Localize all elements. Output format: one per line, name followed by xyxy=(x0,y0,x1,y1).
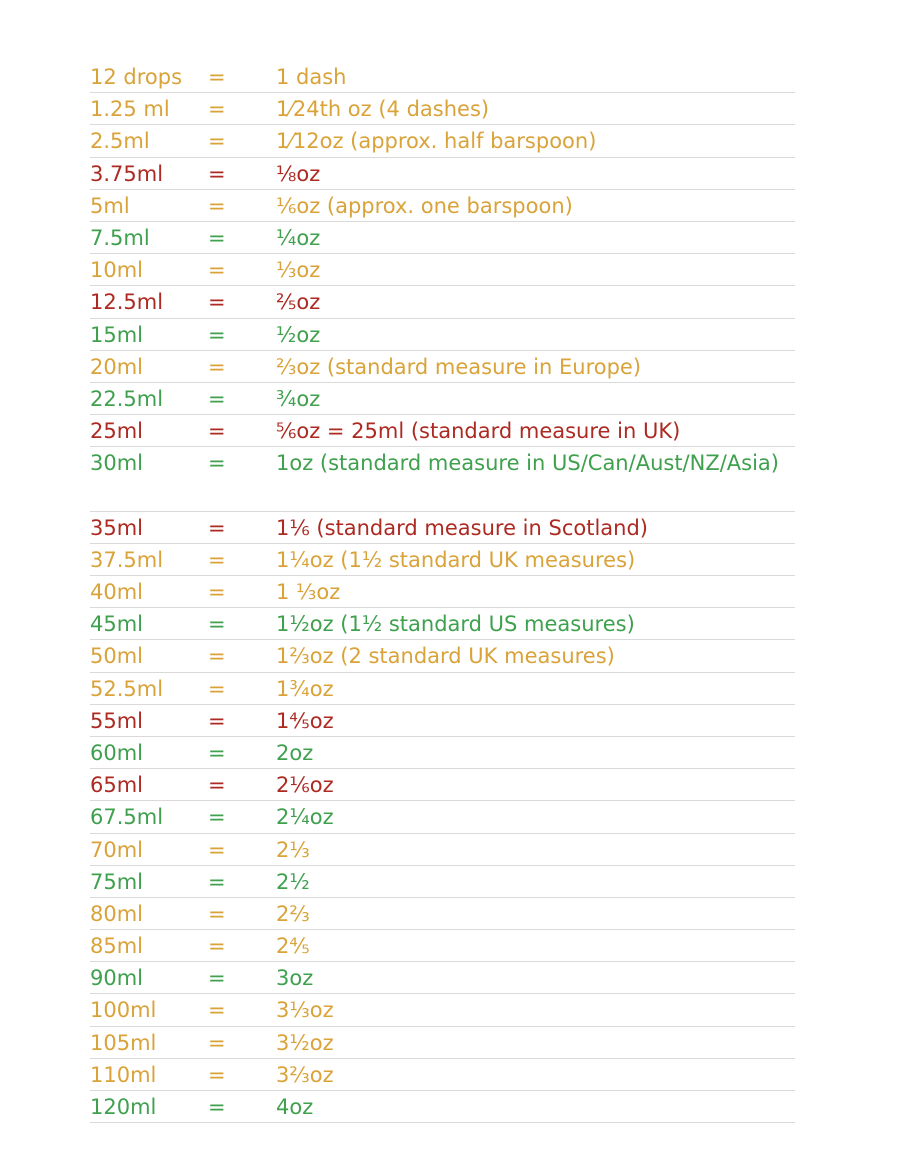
metric-value: 110ml xyxy=(90,1062,157,1087)
table-row xyxy=(90,962,795,994)
equals-sign: = xyxy=(208,161,226,186)
metric-value: 67.5ml xyxy=(90,805,164,830)
equals-sign: = xyxy=(208,451,226,476)
equals-sign: = xyxy=(208,225,226,250)
equals-sign: = xyxy=(208,419,226,444)
table-row xyxy=(90,190,795,222)
metric-value: 80ml xyxy=(90,901,144,926)
imperial-value: 3⅓oz xyxy=(276,998,334,1023)
metric-value: 85ml xyxy=(90,934,144,959)
table-row xyxy=(90,512,795,544)
imperial-value: 1⅘oz xyxy=(276,708,334,733)
table-row xyxy=(90,158,795,190)
metric-value: 22.5ml xyxy=(90,386,164,411)
equals-sign: = xyxy=(208,966,226,991)
equals-sign: = xyxy=(208,805,226,830)
metric-value: 52.5ml xyxy=(90,676,164,701)
equals-sign: = xyxy=(208,65,226,89)
metric-value: 35ml xyxy=(90,515,144,540)
imperial-value: 4oz xyxy=(276,1095,314,1120)
equals-sign: = xyxy=(208,740,226,765)
imperial-value: 1⅙ (standard measure in Scotland) xyxy=(276,515,648,540)
imperial-value: ½oz xyxy=(276,322,321,347)
metric-value: 105ml xyxy=(90,1030,157,1055)
metric-value: 75ml xyxy=(90,869,144,894)
equals-sign: = xyxy=(208,129,226,154)
imperial-value: 2⅓ xyxy=(276,837,310,862)
metric-value: 37.5ml xyxy=(90,547,164,572)
equals-sign: = xyxy=(208,386,226,411)
metric-value: 15ml xyxy=(90,322,144,347)
table-row xyxy=(90,222,795,254)
conversion-table xyxy=(90,61,795,1123)
table-row xyxy=(90,447,795,511)
imperial-value: 2½ xyxy=(276,869,310,894)
table-row xyxy=(90,125,795,157)
table-row xyxy=(90,383,795,415)
table-row xyxy=(90,61,795,93)
equals-sign: = xyxy=(208,773,226,798)
imperial-value: 2⅘ xyxy=(276,934,310,959)
table-row xyxy=(90,576,795,608)
imperial-value: 1¼oz (1½ standard UK measures) xyxy=(276,547,636,572)
table-row xyxy=(90,544,795,576)
equals-sign: = xyxy=(208,258,226,283)
equals-sign: = xyxy=(208,708,226,733)
imperial-value: 1¾oz xyxy=(276,676,334,701)
equals-sign: = xyxy=(208,1062,226,1087)
table-row xyxy=(90,640,795,672)
table-row xyxy=(90,801,795,833)
table-row xyxy=(90,866,795,898)
imperial-value: 1 ⅓oz xyxy=(276,580,341,605)
imperial-value: 2⅔ xyxy=(276,901,310,926)
table-row xyxy=(90,608,795,640)
imperial-value: 3⅔oz xyxy=(276,1062,334,1087)
metric-value: 25ml xyxy=(90,419,144,444)
equals-sign: = xyxy=(208,580,226,605)
equals-sign: = xyxy=(208,837,226,862)
imperial-value: 2oz xyxy=(276,740,314,765)
metric-value: 1.25 ml xyxy=(90,97,170,122)
equals-sign: = xyxy=(208,901,226,926)
table-row xyxy=(90,1091,795,1123)
table-row xyxy=(90,1059,795,1091)
table-row xyxy=(90,319,795,351)
metric-value: 90ml xyxy=(90,966,144,991)
table-row xyxy=(90,1027,795,1059)
metric-value: 120ml xyxy=(90,1095,157,1120)
imperial-value: 1⅔oz (2 standard UK measures) xyxy=(276,644,615,669)
imperial-value: ⅛oz xyxy=(276,161,321,186)
metric-value: 50ml xyxy=(90,644,144,669)
metric-value: 5ml xyxy=(90,193,130,218)
equals-sign: = xyxy=(208,547,226,572)
equals-sign: = xyxy=(208,1030,226,1055)
table-row xyxy=(90,415,795,447)
imperial-value: 1½oz (1½ standard US measures) xyxy=(276,612,635,637)
table-row xyxy=(90,351,795,383)
metric-value: 3.75ml xyxy=(90,161,164,186)
imperial-value: ⅖oz xyxy=(276,290,321,315)
equals-sign: = xyxy=(208,322,226,347)
metric-value: 40ml xyxy=(90,580,144,605)
imperial-value: 2⅙oz xyxy=(276,773,334,798)
imperial-value: ⅔oz (standard measure in Europe) xyxy=(276,354,642,379)
metric-value: 12.5ml xyxy=(90,290,164,315)
table-row xyxy=(90,834,795,866)
table-row xyxy=(90,93,795,125)
table-row xyxy=(90,737,795,769)
metric-value: 65ml xyxy=(90,773,144,798)
table-row xyxy=(90,673,795,705)
imperial-value: ⅓oz xyxy=(276,258,321,283)
equals-sign: = xyxy=(208,869,226,894)
equals-sign: = xyxy=(208,354,226,379)
metric-value: 30ml xyxy=(90,451,144,476)
imperial-value: ¾oz xyxy=(276,386,321,411)
equals-sign: = xyxy=(208,676,226,701)
metric-value: 7.5ml xyxy=(90,225,150,250)
imperial-value: 1oz (standard measure in US/Can/Aust/NZ/Asia) xyxy=(276,451,779,476)
imperial-value: 3½oz xyxy=(276,1030,334,1055)
metric-value: 55ml xyxy=(90,708,144,733)
equals-sign: = xyxy=(208,97,226,122)
equals-sign: = xyxy=(208,193,226,218)
equals-sign: = xyxy=(208,612,226,637)
imperial-value: ¼oz xyxy=(276,225,321,250)
metric-value: 20ml xyxy=(90,354,144,379)
imperial-value: ⅙oz (approx. one barspoon) xyxy=(276,193,573,218)
table-row xyxy=(90,898,795,930)
equals-sign: = xyxy=(208,998,226,1023)
metric-value: 45ml xyxy=(90,612,144,637)
equals-sign: = xyxy=(208,934,226,959)
imperial-value: 1⁄12oz (approx. half barspoon) xyxy=(276,129,597,154)
imperial-value: 3oz xyxy=(276,966,314,991)
table-row xyxy=(90,254,795,286)
metric-value: 70ml xyxy=(90,837,144,862)
table-row xyxy=(90,930,795,962)
metric-value: 60ml xyxy=(90,740,144,765)
metric-value: 12 drops xyxy=(90,65,183,89)
imperial-value: 2¼oz xyxy=(276,805,334,830)
table-row xyxy=(90,994,795,1026)
metric-value: 2.5ml xyxy=(90,129,150,154)
imperial-value: 1⁄24th oz (4 dashes) xyxy=(276,97,490,122)
table-row xyxy=(90,705,795,737)
metric-value: 10ml xyxy=(90,258,144,283)
equals-sign: = xyxy=(208,1095,226,1120)
table-row xyxy=(90,769,795,801)
imperial-value: 1 dash xyxy=(276,65,347,89)
table-row xyxy=(90,286,795,318)
equals-sign: = xyxy=(208,515,226,540)
equals-sign: = xyxy=(208,644,226,669)
imperial-value: ⅚oz = 25ml (standard measure in UK) xyxy=(276,419,681,444)
metric-value: 100ml xyxy=(90,998,157,1023)
equals-sign: = xyxy=(208,290,226,315)
